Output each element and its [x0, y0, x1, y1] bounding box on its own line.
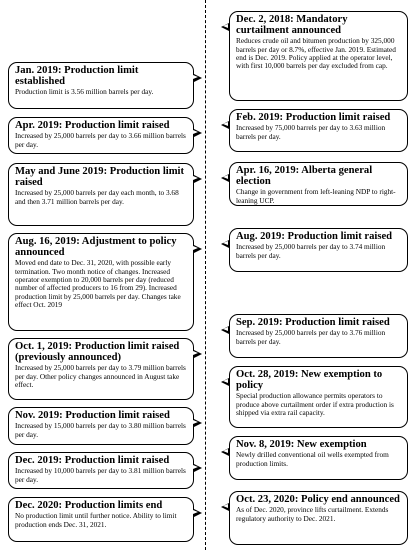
- event-pointer: [221, 503, 229, 511]
- event-box-dec-2018: [229, 11, 408, 101]
- timeline-axis: [205, 0, 206, 550]
- event-body: Increased by 25,000 barrels per day each month, to 3.68 and then 3.71 million barrels per day.: [15, 188, 179, 206]
- event-body: Increased by 75,000 barrels per day to 3.63 million barrels per day.: [236, 123, 386, 141]
- event-title: Jan. 2019: Production limit established: [15, 65, 139, 88]
- event-body: Increased by 25,000 barrels per day to 3.79 million barrels per day. Other policy changes announced in August take effect.: [15, 363, 186, 389]
- event-title: Aug. 16, 2019: Adjustment to policy announced: [15, 236, 177, 259]
- event-pointer: [221, 378, 229, 386]
- event-box-jan-2019: [8, 62, 194, 109]
- event-box-may-june-2019: [8, 163, 194, 226]
- event-body: Change in government from left-leaning NDP to right-leaning UCP.: [236, 187, 396, 205]
- event-pointer: [221, 174, 229, 182]
- event-title: Dec. 2020: Production limits end: [15, 500, 163, 511]
- event-pointer: [194, 129, 202, 137]
- event-title: Nov. 2019: Production limit raised: [15, 410, 170, 421]
- event-body: Moved end date to Dec. 31, 2020, with possible early termination. Two month notice of changes. Increased operator exemption to 20,000 barrels per day (reduced number of affected producers to 16 from 29). Increased production limit by 25,000 barrels per day. Changes take effect Oct. 2019: [15, 258, 181, 309]
- event-title: Dec. 2, 2018: Mandatory curtailment announced: [236, 14, 348, 37]
- event-pointer: [194, 464, 202, 472]
- event-title: Oct. 1, 2019: Production limit raised (previously announced): [15, 341, 180, 364]
- event-title: Oct. 28, 2019: New exemption to policy: [236, 369, 383, 392]
- event-body: Increased by 25,000 barrels per day to 3.74 million barrels per day.: [236, 242, 386, 260]
- event-pointer: [194, 419, 202, 427]
- event-pointer: [221, 23, 229, 31]
- event-body: Newly drilled conventional oil wells exempted from production limits.: [236, 450, 389, 468]
- event-body: As of Dec. 2020, province lifts curtailment. Extends regulatory authority to Dec. 2021.: [236, 505, 389, 523]
- event-box-dec-2019: [8, 452, 194, 489]
- event-body: Increased by 10,000 barrels per day to 3.81 million barrels per day.: [15, 466, 186, 484]
- event-body: Increased by 25,000 barrels per day to 3.76 million barrels per day.: [236, 328, 386, 346]
- event-pointer: [194, 74, 202, 82]
- event-title: Nov. 8, 2019: New exemption: [236, 439, 367, 450]
- event-pointer: [221, 240, 229, 248]
- event-title: Apr. 2019: Production limit raised: [15, 120, 170, 131]
- event-box-nov-8-2019: [229, 436, 408, 480]
- event-pointer: [194, 175, 202, 183]
- event-body: No production limit until further notice. Ability to limit production ends Dec. 31, 2021.: [15, 511, 177, 529]
- event-title: Feb. 2019: Production limit raised: [236, 112, 391, 123]
- event-box-dec-2020: [8, 497, 194, 542]
- event-body: Special production allowance permits operators to produce above curtailment order if extra production is shipped via extra rail capacity.: [236, 391, 394, 417]
- event-title: May and June 2019: Production limit raised: [15, 166, 185, 189]
- event-body: Production limit is 3.56 million barrels per day.: [15, 87, 154, 97]
- event-box-aug-2019: [229, 228, 408, 272]
- event-box-oct-23-2020: [229, 491, 408, 545]
- event-body: Reduces crude oil and bitumen production by 325,000 barrels per day or 8.7%, effective Jan. 2019. Estimated end is Dec. 2019. Policy applied at the operator level, with first 10,000 barrels per day excluded from cap.: [236, 36, 396, 71]
- event-title: Sep. 2019: Production limit raised: [236, 317, 390, 328]
- event-title: Aug. 2019: Production limit raised: [236, 231, 393, 242]
- event-box-sep-2019: [229, 314, 408, 358]
- event-box-feb-2019: [229, 109, 408, 152]
- event-box-apr-2019: [8, 117, 194, 154]
- event-box-oct-1-2019: [8, 338, 194, 400]
- event-box-oct-28-2019: [229, 366, 408, 428]
- event-pointer: [221, 326, 229, 334]
- event-body: Increased by 25,000 barrels per day to 3.66 million barrels per day.: [15, 131, 186, 149]
- event-pointer: [194, 350, 202, 358]
- event-title: Oct. 23, 2020: Policy end announced: [236, 494, 400, 505]
- event-title: Dec. 2019: Production limit raised: [15, 455, 170, 466]
- event-pointer: [221, 121, 229, 129]
- event-pointer: [221, 448, 229, 456]
- event-pointer: [194, 509, 202, 517]
- event-box-aug-16-2019: [8, 233, 194, 331]
- event-pointer: [194, 245, 202, 253]
- event-box-nov-2019: [8, 407, 194, 445]
- event-title: Apr. 16, 2019: Alberta general election: [236, 165, 373, 188]
- event-box-apr-16-2019: [229, 162, 408, 206]
- event-body: Increased by 15,000 barrels per day to 3.80 million barrels per day.: [15, 421, 186, 439]
